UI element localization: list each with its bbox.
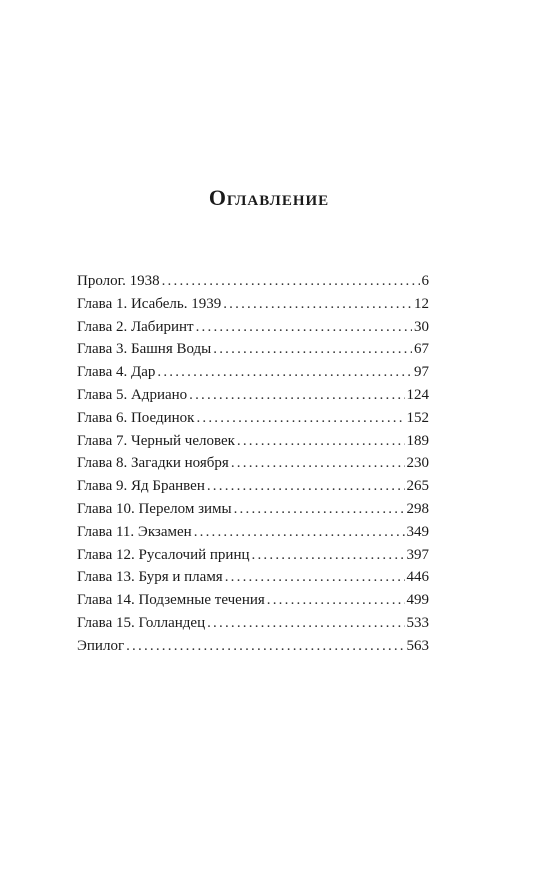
toc-entry-page: 298: [406, 500, 429, 517]
toc-entry-page: 12: [414, 295, 429, 312]
toc-entry-chapter-13: [77, 566, 429, 589]
table-of-contents: [77, 270, 429, 658]
toc-dot-leader: [213, 338, 412, 361]
toc-entry-label: Эпилог: [77, 637, 125, 654]
toc-entry-chapter-7: [77, 430, 429, 453]
toc-entry-page: 230: [406, 455, 429, 472]
toc-entry-page: 563: [406, 637, 429, 654]
toc-entry-label: Глава 1. Исабель. 1939: [77, 295, 222, 312]
toc-entry-label: Глава 14. Подземные течения: [77, 592, 265, 609]
toc-entry-label: Глава 2. Лабиринт: [77, 318, 194, 335]
toc-entry-page: 30: [414, 318, 429, 335]
toc-entry-label: Глава 8. Загадки ноября: [77, 455, 229, 472]
toc-entry-chapter-2: [77, 316, 429, 339]
toc-entry-chapter-8: [77, 452, 429, 475]
toc-dot-leader: [189, 384, 404, 407]
toc-entry-chapter-1: [77, 293, 429, 316]
toc-entry-page: 533: [406, 614, 429, 631]
toc-entry-label: Глава 10. Перелом зимы: [77, 500, 232, 517]
toc-entry-page: 397: [406, 546, 429, 563]
toc-entry-page: 97: [414, 364, 429, 381]
toc-entry-label: Глава 4. Дар: [77, 364, 156, 381]
toc-entry-page: 349: [406, 523, 429, 540]
toc-entry-label: Глава 11. Экзамен: [77, 523, 192, 540]
toc-dot-leader: [194, 521, 405, 544]
toc-entry-chapter-5: [77, 384, 429, 407]
toc-entry-chapter-4: [77, 361, 429, 384]
toc-entry-prologue: [77, 270, 429, 293]
toc-entry-epilogue: [77, 635, 429, 658]
toc-entry-chapter-3: [77, 338, 429, 361]
toc-entry-chapter-9: [77, 475, 429, 498]
toc-dot-leader: [234, 498, 405, 521]
toc-entry-label: Глава 7. Черный человек: [77, 432, 235, 449]
toc-entry-label: Глава 6. Поединок: [77, 409, 195, 426]
toc-entry-chapter-12: [77, 544, 429, 567]
toc-dot-leader: [267, 589, 405, 612]
toc-dot-leader: [225, 566, 405, 589]
toc-entry-label: Глава 15. Голландец: [77, 614, 206, 631]
toc-entry-label: Глава 9. Яд Бранвен: [77, 478, 205, 495]
toc-entry-page: 265: [406, 478, 429, 495]
toc-entry-page: 189: [406, 432, 429, 449]
toc-entry-label: Глава 3. Башня Воды: [77, 341, 212, 358]
toc-entry-chapter-14: [77, 589, 429, 612]
toc-entry-chapter-15: [77, 612, 429, 635]
toc-dot-leader: [157, 361, 412, 384]
toc-entry-page: 499: [406, 592, 429, 609]
toc-dot-leader: [162, 270, 420, 293]
toc-dot-leader: [196, 407, 404, 430]
toc-dot-leader: [231, 452, 405, 475]
toc-dot-leader: [126, 635, 404, 658]
toc-entry-label: Глава 12. Русалочий принц: [77, 546, 250, 563]
toc-entry-label: Глава 13. Буря и пламя: [77, 569, 223, 586]
page-title: Оглавление: [208, 185, 330, 210]
toc-entry-chapter-6: [77, 407, 429, 430]
toc-entry-page: 124: [406, 386, 429, 403]
toc-dot-leader: [237, 430, 405, 453]
toc-entry-label: Пролог. 1938: [77, 273, 160, 289]
toc-entry-chapter-10: [77, 498, 429, 521]
toc-entry-page: 6: [421, 273, 429, 289]
toc-dot-leader: [207, 612, 404, 635]
toc-dot-leader: [252, 544, 405, 567]
toc-dot-leader: [223, 293, 412, 316]
toc-entry-page: 67: [414, 341, 429, 358]
toc-entry-page: 446: [406, 569, 429, 586]
toc-dot-leader: [207, 475, 405, 498]
toc-dot-leader: [196, 316, 412, 339]
toc-entry-page: 152: [406, 409, 429, 426]
toc-entry-chapter-11: [77, 521, 429, 544]
toc-entry-label: Глава 5. Адриано: [77, 386, 188, 403]
